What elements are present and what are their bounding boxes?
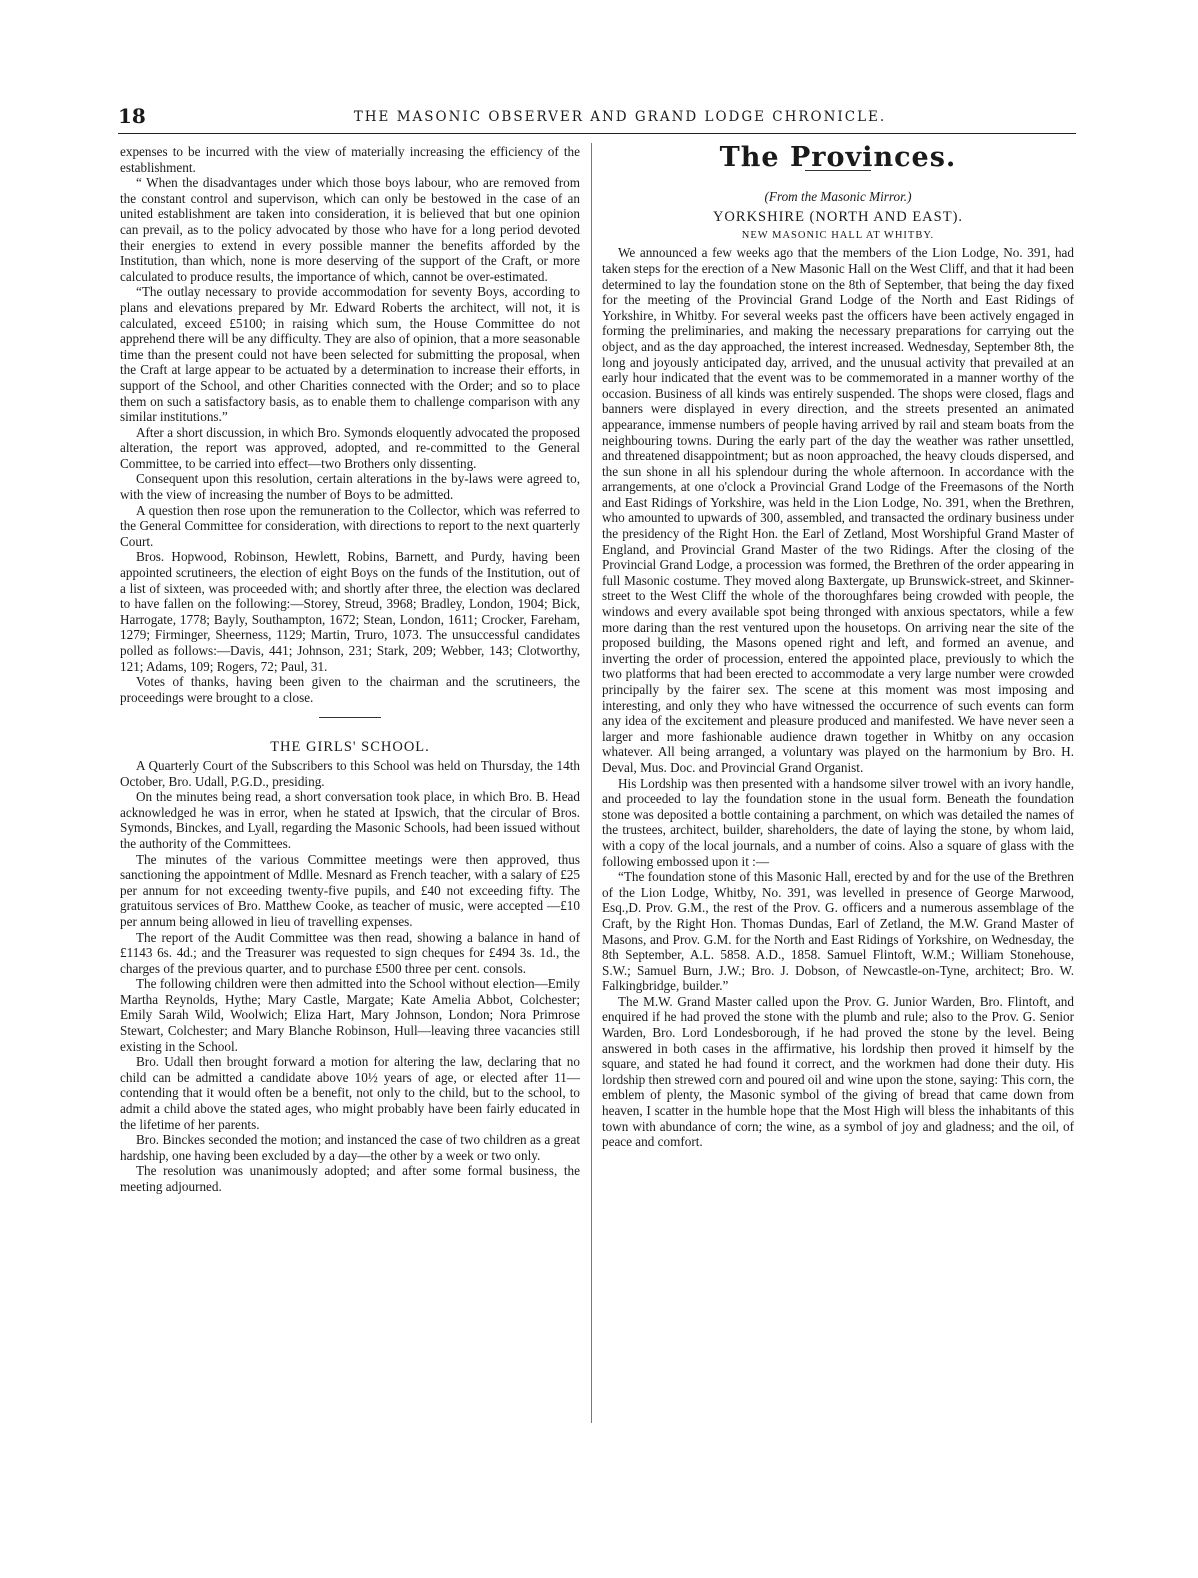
region-heading: YORKSHIRE (NORTH AND EAST). bbox=[712, 209, 964, 226]
paragraph: Consequent upon this resolution, certain alterations in the by-laws were agreed to, with the view of increasing the number of Boys to be admitted. bbox=[120, 471, 580, 503]
paragraph: On the minutes being read, a short conversation took place, in which Bro. B. Head acknowledged he was in error, when he stated at Ipswich, that the circular of Bros. Symonds, Binckes, and Lyall, regarding the Masonic Schools, had been issued without the authority of the Committees. bbox=[120, 789, 580, 851]
paragraph: Bros. Hopwood, Robinson, Hewlett, Robins, Barnett, and Purdy, having been appointed scrutineers, the election of eight Boys on the funds of the Institution, out of a list of sixteen, was proceeded with; and shortly after three, the election was declared to have fallen on the following:—Storey, Streud, 3968; Bradley, London, 1904; Bick, Harrogate, 1778; Bayly, Southampton, 1672; Stean, London, 1611; Crocker, Fareham, 1279; Firminger, Sheerness, 1129; Martin, Truro, 1073. The unsuccessful candidates polled as follows:—Davis, 441; Johnson, 231; Stark, 209; Webber, 143; Clotworthy, 121; Adams, 109; Rogers, 72; Paul, 31. bbox=[120, 549, 580, 674]
header-rule bbox=[118, 133, 1076, 134]
paragraph: “The outlay necessary to provide accommodation for seventy Boys, according to plans and elevations prepared by Mr. Edward Roberts the architect, will not, it is calculated, exceed £5100; in raising which sum, the House Committee do not apprehend there will be any difficulty. They are also of opinion, that a more seasonable time than the present could not have been selected for submitting the proposal, when the Craft at large appear to be actuated by a determination to increase their efforts, in support of the School, and other Charities connected with the Order; and so to place them on such a satisfactory basis, as to enable them to challenge comparison with any similar institutions.” bbox=[120, 284, 580, 425]
paragraph: expenses to be incurred with the view of materially increasing the efficiency of the establishment. bbox=[120, 144, 580, 175]
paragraph: Bro. Udall then brought forward a motion for altering the law, declaring that no child can be admitted a candidate above 10½ years of age, or elected after 11—contending that it would often be a benefit, not only to the child, but to the school, to admit a child above the stated ages, who might probably have been fairly educated in the lifetime of her parents. bbox=[120, 1054, 580, 1132]
paragraph: His Lordship was then presented with a handsome silver trowel with an ivory handle, and proceeded to lay the foundation stone in the usual form. Beneath the foundation stone was deposited a bottle containing a parchment, on which was detailed the names of the trustees, architect, builder, shareholders, the date of laying the stone, by whom laid, with a copy of the local journals, and a number of coins. Also a square of glass with the following embossed upon it :— bbox=[602, 775, 1074, 869]
paragraph: The M.W. Grand Master called upon the Prov. G. Junior Warden, Bro. Flintoft, and enquired if he had proved the stone with the plumb and rule; also to the Prov. G. Senior Warden, Bro. Lord Londesborough, if he had proved the stone by the level. Being answered in both cases in the affirmative, his lordship then proved it himself by the square, and stated he had found it correct, and the workmen had done their duty. His lordship then strewed corn and poured oil and wine upon the stone, saying: This corn, the emblem of plenty, the Masonic symbol of the giving of bread that came down from heaven, I scatter in the humble hope that the Most High will bless the inhabitants of this town with abundance of corn; the wine, as a symbol of joy and gladness; and the oil, of peace and comfort. bbox=[602, 993, 1074, 1150]
girls-school-heading: THE GIRLS' SCHOOL. bbox=[270, 739, 430, 756]
paragraph: We announced a few weeks ago that the members of the Lion Lodge, No. 391, had taken steps for the erection of a New Masonic Hall on the West Cliff, and that it had been determined to lay the foundation stone on the 8th of September, that being the day fixed for the meeting of the Provincial Grand Lodge of the North and East Ridings of Yorkshire, in Whitby. For several weeks past the officers have been actively engaged in forming the preliminaries, and making the necessary preparations for carrying out the object, and as the day approached, the interest increased. Wednesday, September 8th, the long and joyously anticipated day, arrived, and the unusual activity that prevailed at an early hour indicated that the event was to be commemorated in a manner worthy of the occasion. Business of all kinds was entirely suspended. The shops were closed, flags and banners were displayed in every direction, and the streets presented an animated appearance, immense numbers of people having arrived by rail and steam boats from the neighbouring towns. During the early part of the day the weather was rather unsettled, and threatened disappointment; but as noon approached, the heavy clouds dispersed, and the sun shone in all his splendour during the whole afternoon. In accordance with the arrangements, at one o'clock a Provincial Grand Lodge of the Freemasons of the North and East Ridings of Yorkshire, was held in the Lion Lodge, No. 391, when the Brethren, who amounted to upwards of 300, assembled, and transacted the ordinary business under the presidency of the Right Hon. the Earl of Zetland, Most Worshipful Grand Master of England, and Provincial Grand Master of the two Ridings. After the closing of the Provincial Grand Lodge, a procession was formed, the Brethren of the order appearing in full Masonic costume. They moved along Baxtergate, up Brunswick-street, and Skinner-street to the West Cliff the whole of the thoroughfares being crowded with people, the windows and every available spot being thronged with anxious spectators, while a few more daring than the rest ventured upon the housetops. On arriving near the site of the proposed building, the Masons opened right and left, and formed an avenue, and inverting the order of procession, entered the appointed place, previously to which the two platforms that had been erected to accommodate a very large number were crowded principally by the fairer sex. The scene at this moment was most imposing and interesting, and only they who have witnessed the occurrence of such events can form any idea of the excitement and pleasure produced and manifested. We have never seen a larger and more fashionable audience drawn together in Whitby on any occasion whatever. All being arranged, a voluntary was played on the harmonium by Bro. H. Deval, Mus. Doc. and Provincial Grand Organist. bbox=[602, 245, 1074, 775]
right-column bbox=[602, 144, 1074, 1150]
paragraph: After a short discussion, in which Bro. Symonds eloquently advocated the proposed alteration, the report was approved, adopted, and re-committed to the General Committee, to be carried into effect—two Brothers only dissenting. bbox=[120, 424, 580, 471]
column-divider bbox=[591, 143, 592, 1423]
paragraph: Votes of thanks, having been given to the chairman and the scrutineers, the proceedings were brought to a close. bbox=[120, 674, 580, 705]
section-title: The Provinces. bbox=[719, 142, 957, 173]
page-number: 18 bbox=[118, 104, 146, 128]
paragraph: Bro. Binckes seconded the motion; and instanced the case of two children as a great hardship, one having been excluded by a day—the other by a week or two only. bbox=[120, 1132, 580, 1163]
article-subheading: NEW MASONIC HALL AT WHITBY. bbox=[741, 229, 935, 241]
paragraph: The report of the Audit Committee was then read, showing a balance in hand of £1143 6s. 4d.; and the Treasurer was requested to sign cheques for £494 3s. 1d., the charges of the previous quarter, and to purchase £500 three per cent. consols. bbox=[120, 929, 580, 976]
source-line: (From the Masonic Mirror.) bbox=[764, 188, 912, 204]
inscription-quote: “The foundation stone of this Masonic Hall, erected by and for the use of the Brethren of the Lion Lodge, Whitby, No. 391, was levelled in presence of George Marwood, Esq.,D. Prov. G.M., the rest of the Prov. G. officers and a numerous assemblage of the Craft, by the Right Hon. Thomas Dundas, Earl of Zetland, the M.W. Grand Master of Masons, and Prov. G.M. for the North and East Ridings of Yorkshire, on Wednesday, the 8th September, A.L. 5858. A.D., 1858. Samuel Flintoft, W.M.; William Stonehouse, S.W.; Samuel Burn, J.W.; Bro. J. Dobson, of Newcastle-on-Tyne, architect; Bro. W. Falkingbridge, builder.” bbox=[602, 869, 1074, 994]
left-column bbox=[120, 144, 580, 1195]
section-divider bbox=[319, 717, 381, 718]
paragraph: A question then rose upon the remuneration to the Collector, which was referred to the General Committee for consideration, with directions to report to the next quarterly Court. bbox=[120, 502, 580, 549]
paragraph: The following children were then admitted into the School without election—Emily Martha Reynolds, Hythe; Mary Castle, Margate; Kate Amelia Abbot, Colchester; Emily Sarah Wild, Woolwich; Eliza Hart, Mary Johnson, London; Nora Primrose Stewart, Colchester; and Mary Blanche Robinson, Hull—leaving three vacancies still existing in the School. bbox=[120, 976, 580, 1054]
paragraph: The resolution was unanimously adopted; and after some formal business, the meeting adjourned. bbox=[120, 1163, 580, 1194]
running-title: THE MASONIC OBSERVER AND GRAND LODGE CHRONICLE. bbox=[353, 109, 887, 125]
paragraph: A Quarterly Court of the Subscribers to this School was held on Thursday, the 14th October, Bro. Udall, P.G.D., presiding. bbox=[120, 757, 580, 789]
paragraph: The minutes of the various Committee meetings were then approved, thus sanctioning the appointment of Mdlle. Mesnard as French teacher, with a salary of £25 per annum for not exceeding twenty-five pupils, and £40 not exceeding fifty. The gratuitous services of Bro. Matthew Cooke, as teacher of music, were accepted —£10 per annum being allowed in lieu of travelling expenses. bbox=[120, 851, 580, 929]
paragraph: “ When the disadvantages under which those boys labour, who are removed from the constant control and supervison, which can only be bestowed in the case of an united establishment are taken into consideration, it is believed that but one opinion can prevail, as to the policy advocated by those who have for a long period devoted their energies to extend in every possible manner the benefits afforded by the Institution, than which, none is more deserving of the support of the Craft, or more calculated to produce results, the importance of which, cannot be over-estimated. bbox=[120, 175, 580, 284]
